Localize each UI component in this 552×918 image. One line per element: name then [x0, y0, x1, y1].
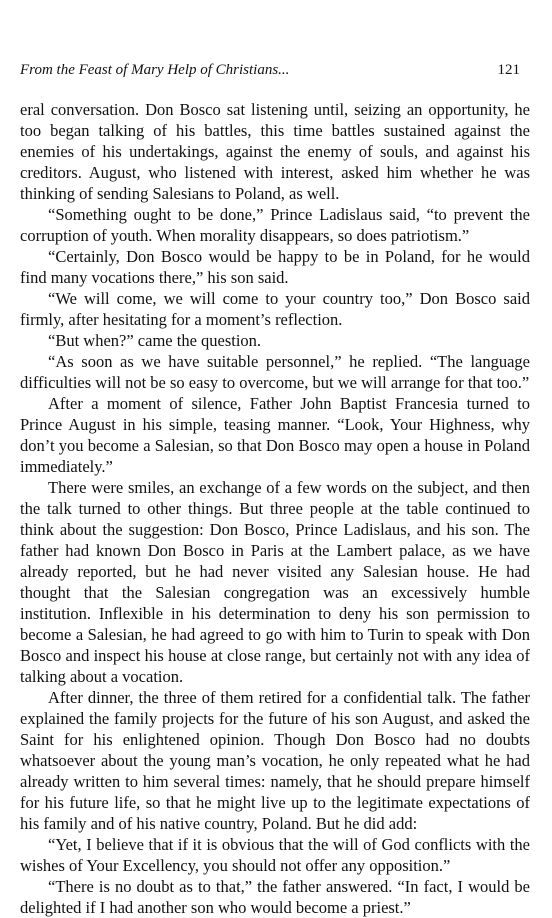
paragraph: “Certainly, Don Bosco would be happy to be in Poland, for he would find many vocations there,” his son said. [20, 247, 530, 287]
paragraph: “But when?” came the question. [48, 331, 262, 350]
book-page [20, 0, 532, 917]
paragraph: After a moment of silence, Father John Baptist Francesia turned to Prince August in his simple, teasing manner. “Look, Your Highness, why don’t you become a Salesian, so that Don Bosco may open a house in Poland immediately.” [20, 394, 530, 476]
paragraph: “We will come, we will come to your country too,” Don Bosco said firmly, after hesitating for a moment’s reflection. [20, 289, 530, 329]
paragraph: “Something ought to be done,” Prince Ladislaus said, “to prevent the corruption of youth. When morality disappears, so does patriotism.” [20, 205, 530, 245]
paragraph-continued: eral conversation. Don Bosco sat listening until, seizing an opportunity, he too began talking of his battles, this time battles sustained against the enemies of his undertakings, against the enemy of souls, and against his creditors. August, who listened with interest, asked him whether he was thinking of sending Salesians to Poland, as well. [20, 100, 530, 203]
paragraph: “Yet, I believe that if it is obvious that the will of God conflicts with the wishes of Your Excellency, you should not offer any opposition.” [20, 835, 530, 875]
page-number: 121 [497, 62, 520, 78]
paragraph: There were smiles, an exchange of a few words on the subject, and then the talk turned to other things. But three people at the table continued to think about the suggestion: Don Bosco, Prince Ladislaus, and his son. The father had known Don Bosco in Paris at the Lambert palace, as we have already reported, but he had never visited any Salesian house. He had thought that the Salesian congregation was an excessively humble institution. Inflexible in his determination to deny his son permission to become a Salesian, he had agreed to go with him to Turin to speak with Don Bosco and inspect his house at close range, but certainly not with any idea of talking about a vocation. [20, 478, 530, 686]
paragraph: After dinner, the three of them retired for a confidential talk. The father explained the family projects for the future of his son August, and asked the Saint for his enlightened opinion. Though Don Bosco had no doubts whatsoever about the young man’s vocation, he only repeated what he had already written to him several times: namely, that he should prepare himself for his future life, so that he might live up to the legitimate expectations of his family and of his native country, Poland. But he did add: [20, 688, 530, 833]
paragraph: “As soon as we have suitable personnel,” he replied. “The language difficulties will not be so easy to overcome, but we will arrange for that too.” [20, 352, 530, 392]
running-head-title: From the Feast of Mary Help of Christians... [20, 62, 290, 78]
paragraph: “There is no doubt as to that,” the father answered. “In fact, I would be delighted if I had another son who would become a priest.” [20, 877, 530, 917]
running-head [20, 60, 532, 80]
body-text [20, 99, 530, 918]
